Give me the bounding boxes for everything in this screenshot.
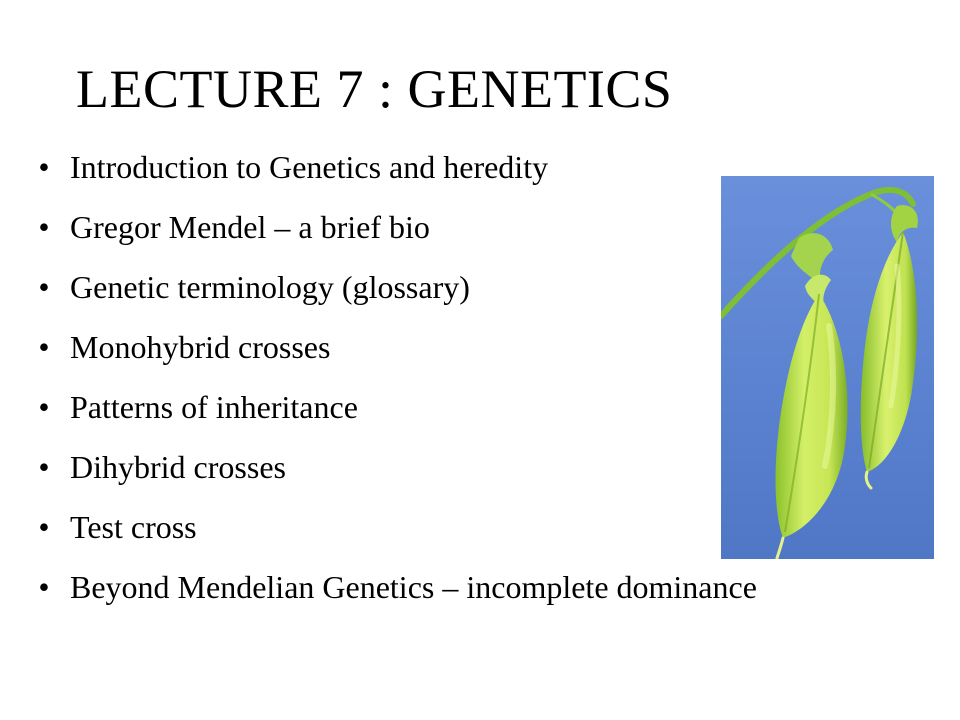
bullet-item	[30, 388, 810, 426]
bullet-list	[30, 148, 810, 628]
bullet-text: Genetic terminology (glossary)	[70, 269, 470, 305]
bullet-text: Beyond Mendelian Genetics – incomplete dominance	[70, 569, 757, 605]
bullet-symbol: •	[38, 209, 50, 245]
bullet-item	[30, 268, 810, 306]
bullet-item	[30, 328, 810, 366]
bullet-item	[30, 148, 810, 186]
bullet-text: Test cross	[70, 509, 197, 545]
bullet-symbol: •	[38, 449, 50, 485]
bullet-text: Gregor Mendel – a brief bio	[70, 209, 430, 245]
bullet-symbol: •	[38, 329, 50, 365]
bullet-text: Introduction to Genetics and heredity	[70, 149, 549, 185]
bullet-symbol: •	[38, 149, 50, 185]
bullet-text: Monohybrid crosses	[70, 329, 331, 365]
bullet-symbol: •	[38, 569, 50, 605]
slide-title: LECTURE 7 : GENETICS	[76, 59, 673, 119]
bullet-item	[30, 508, 810, 546]
bullet-symbol: •	[38, 509, 50, 545]
bullet-item	[30, 448, 810, 486]
bullet-symbol: •	[38, 389, 50, 425]
bullet-text: Patterns of inheritance	[70, 389, 358, 425]
bullet-text: Dihybrid crosses	[70, 449, 286, 485]
pea-pods-photo	[721, 176, 934, 559]
bullet-symbol: •	[38, 269, 50, 305]
bullet-item	[30, 568, 810, 606]
pea-pods-illustration	[721, 176, 934, 559]
bullet-item	[30, 208, 810, 246]
